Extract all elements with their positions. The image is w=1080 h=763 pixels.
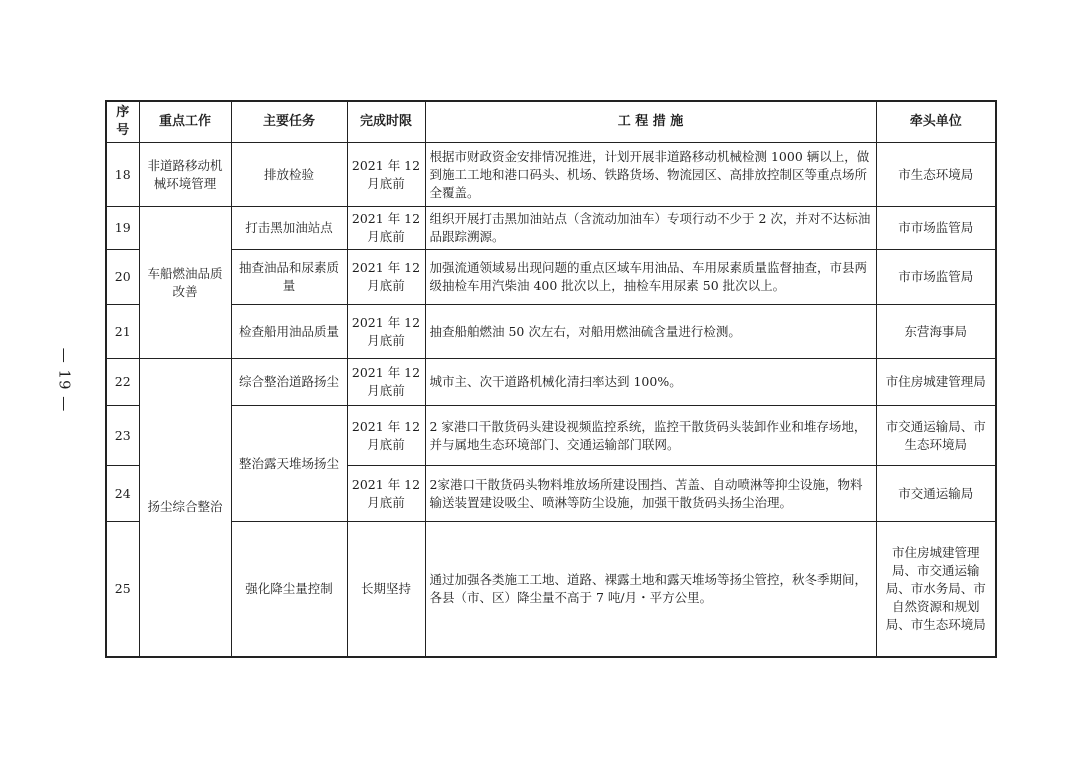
- row-deadline: 2021 年 12 月底前: [347, 406, 425, 466]
- row-task: 打击黑加油站点: [231, 207, 347, 250]
- row-no: 24: [106, 466, 139, 522]
- row-measures: 2家港口干散货码头物料堆放场所建设围挡、苫盖、自动喷淋等抑尘设施，物料输送装置建设吸尘、喷淋等防尘设施，加强干散货码头扬尘治理。: [425, 466, 876, 522]
- row-lead: 市交通运输局: [876, 466, 996, 522]
- page-number: [48, 340, 80, 420]
- row-lead: 市市场监管局: [876, 250, 996, 305]
- header-lead: 牵头单位: [876, 101, 996, 143]
- row-no: 23: [106, 406, 139, 466]
- row-lead: 市住房城建管理局: [876, 359, 996, 406]
- row-task: 排放检验: [231, 143, 347, 207]
- table-row: [106, 143, 996, 207]
- row-deadline: 2021 年 12 月底前: [347, 250, 425, 305]
- key-work-group: 非道路移动机械环境管理: [139, 143, 231, 207]
- page-number-text: — 19 —: [55, 347, 73, 413]
- row-deadline: 长期坚持: [347, 522, 425, 657]
- header-key-work: 重点工作: [139, 101, 231, 143]
- header-deadline: 完成时限: [347, 101, 425, 143]
- row-no: 25: [106, 522, 139, 657]
- row-measures: 加强流通领域易出现问题的重点区域车用油品、车用尿素质量监督抽查，市县两级抽检车用汽柴油 400 批次以上，抽检车用尿素 50 批次以上。: [425, 250, 876, 305]
- row-measures: 通过加强各类施工工地、道路、裸露土地和露天堆场等扬尘管控，秋冬季期间，各县（市、区）降尘量不高于 7 吨/月・平方公里。: [425, 522, 876, 657]
- row-lead: 东营海事局: [876, 305, 996, 359]
- row-no: 21: [106, 305, 139, 359]
- row-lead: 市住房城建管理局、市交通运输局、市水务局、市自然资源和规划局、市生态环境局: [876, 522, 996, 657]
- header-measures: 工 程 措 施: [425, 101, 876, 143]
- table-row: [106, 522, 996, 657]
- row-lead: 市市场监管局: [876, 207, 996, 250]
- key-work-group: 车船燃油品质改善: [139, 207, 231, 359]
- row-task: 强化降尘量控制: [231, 522, 347, 657]
- row-no: 18: [106, 143, 139, 207]
- row-measures: 抽查船舶燃油 50 次左右，对船用燃油硫含量进行检测。: [425, 305, 876, 359]
- row-task: 检查船用油品质量: [231, 305, 347, 359]
- row-task: 抽查油品和尿素质量: [231, 250, 347, 305]
- row-lead: 市交通运输局、市生态环境局: [876, 406, 996, 466]
- table-header-row: [106, 101, 996, 143]
- header-task: 主要任务: [231, 101, 347, 143]
- row-deadline: 2021 年 12 月底前: [347, 359, 425, 406]
- row-deadline: 2021 年 12 月底前: [347, 305, 425, 359]
- key-work-group: 扬尘综合整治: [139, 359, 231, 657]
- row-deadline: 2021 年 12 月底前: [347, 466, 425, 522]
- row-measures: 组织开展打击黑加油站点（含流动加油车）专项行动不少于 2 次，并对不达标油品跟踪溯源。: [425, 207, 876, 250]
- table-row: [106, 207, 996, 250]
- row-lead: 市生态环境局: [876, 143, 996, 207]
- table-row: [106, 250, 996, 305]
- row-deadline: 2021 年 12 月底前: [347, 143, 425, 207]
- row-measures: 城市主、次干道路机械化清扫率达到 100%。: [425, 359, 876, 406]
- measures-table: [105, 100, 997, 658]
- table-row: [106, 359, 996, 406]
- row-measures: 根据市财政资金安排情况推进，计划开展非道路移动机械检测 1000 辆以上，做到施工工地和港口码头、机场、铁路货场、物流园区、高排放控制区等重点场所全覆盖。: [425, 143, 876, 207]
- table-row: [106, 406, 996, 466]
- row-no: 19: [106, 207, 139, 250]
- row-task: 综合整治道路扬尘: [231, 359, 347, 406]
- row-task: 整治露天堆场扬尘: [231, 406, 347, 522]
- row-deadline: 2021 年 12 月底前: [347, 207, 425, 250]
- row-measures: 2 家港口干散货码头建设视频监控系统，监控干散货码头装卸作业和堆存场地，并与属地生态环境部门、交通运输部门联网。: [425, 406, 876, 466]
- row-no: 20: [106, 250, 139, 305]
- table-row: [106, 305, 996, 359]
- row-no: 22: [106, 359, 139, 406]
- header-no: 序号: [106, 101, 139, 143]
